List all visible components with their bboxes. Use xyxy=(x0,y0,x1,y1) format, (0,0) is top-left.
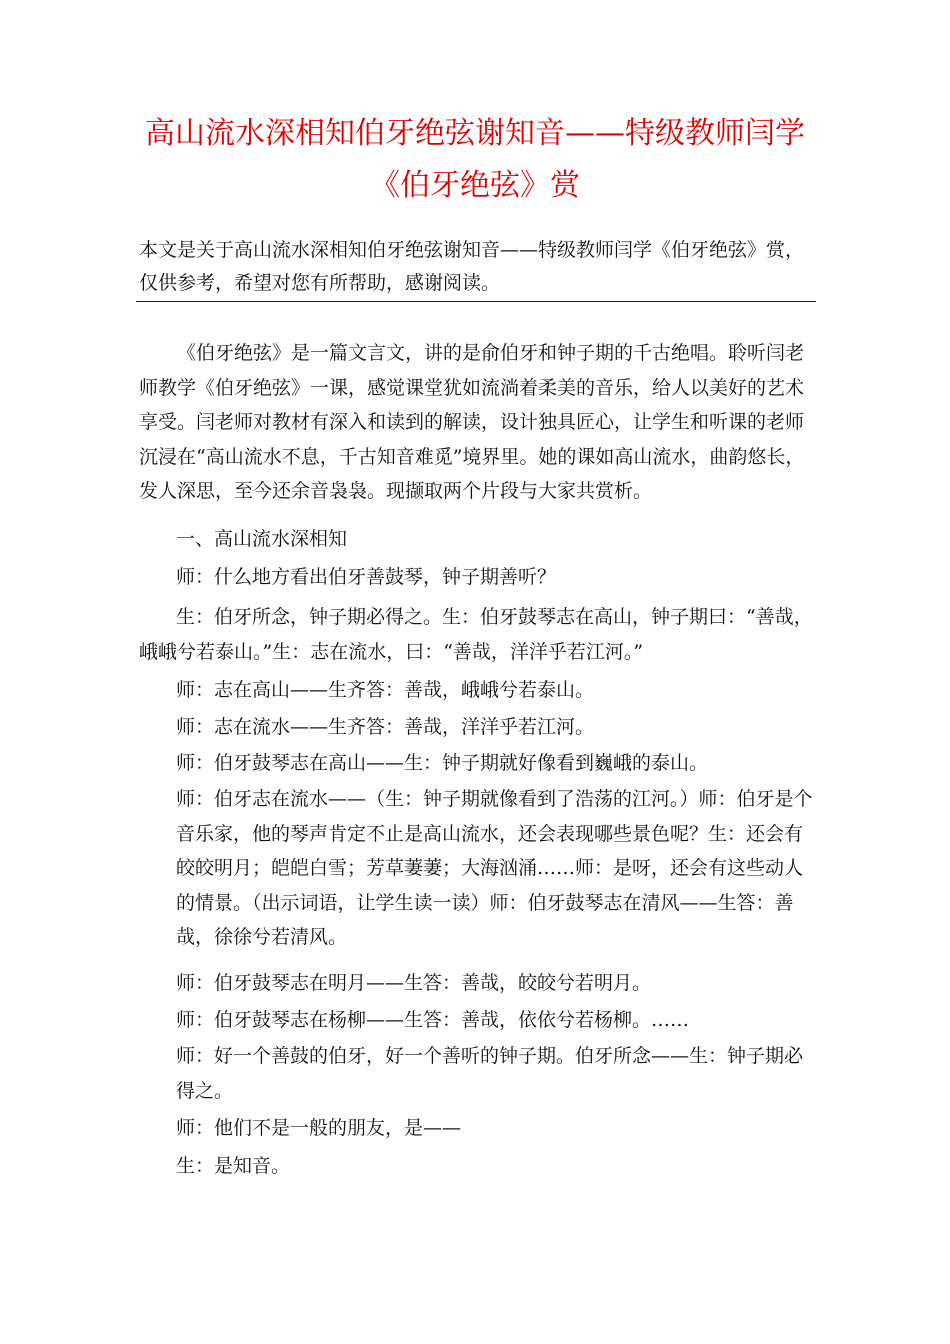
dialogue-line: 师：什么地方看出伯牙善鼓琴，钟子期善听？ xyxy=(176,566,557,588)
title-line-2: 《伯牙绝弦》赏 xyxy=(370,168,580,203)
dialogue-line: 师：伯牙鼓琴志在杨柳——生答：善哉，依依兮若杨柳。…… xyxy=(176,1009,690,1031)
dialogue-line: 师：伯牙鼓琴志在高山——生：钟子期就好像看到巍峨的泰山。 xyxy=(176,752,709,774)
dialogue-line: 师：志在高山——生齐答：善哉，峨峨兮若泰山。 xyxy=(176,679,595,701)
dialogue-line: 师：伯牙志在流水——（生：钟子期就像看到了浩荡的江河。）师：伯牙是个音乐家，他的琴声肯定不止是高山流水，还会表现哪些景色呢？生：还会有皎皎明月；皑皑白雪；芳草萋萋；大海汹涌……师：是呀，还会有这些动人的情景。（出示词语，让学生读一读）师：伯牙鼓琴志在清风——生答：善哉，徐徐兮若清风。 xyxy=(176,788,813,948)
dialogue-line: 师：他们不是一般的朋友，是—— xyxy=(176,1117,462,1139)
intro-note: 本文是关于高山流水深相知伯牙绝弦谢知音——特级教师闫学《伯牙绝弦》赏，仅供参考，希望对您有所帮助，感谢阅读。 xyxy=(139,239,805,294)
paragraph-intro: 《伯牙绝弦》是一篇文言文，讲的是俞伯牙和钟子期的千古绝唱。聆听闫老师教学《伯牙绝弦》一课，感觉课堂犹如流淌着柔美的音乐，给人以美好的艺术享受。闫老师对教材有深入和读到的解读，设计独具匠心，让学生和听课的老师沉浸在“高山流水不息，千古知音难觅”境界里。她的课如高山流水，曲韵悠长，发人深思，至今还余音袅袅。现撷取两个片段与大家共赏析。 xyxy=(139,342,805,502)
intro-divider xyxy=(136,301,816,302)
document-title xyxy=(120,108,830,212)
dialogue-line: 生：伯牙所念，钟子期必得之。生：伯牙鼓琴志在高山，钟子期曰：“善哉，峨峨兮若泰山。”生：志在流水，曰：“善哉，洋洋乎若江河。” xyxy=(139,606,813,663)
section-heading: 一、高山流水深相知 xyxy=(176,528,348,550)
dialogue-line: 师：志在流水——生齐答：善哉，洋洋乎若江河。 xyxy=(176,716,595,738)
dialogue-line: 师：伯牙鼓琴志在明月——生答：善哉，皎皎兮若明月。 xyxy=(176,972,652,994)
title-line-1: 高山流水深相知伯牙绝弦谢知音——特级教师闫学 xyxy=(145,116,805,151)
dialogue-line: 生：是知音。 xyxy=(176,1155,291,1177)
dialogue-line: 师：好一个善鼓的伯牙，好一个善听的钟子期。伯牙所念——生：钟子期必得之。 xyxy=(176,1045,804,1102)
